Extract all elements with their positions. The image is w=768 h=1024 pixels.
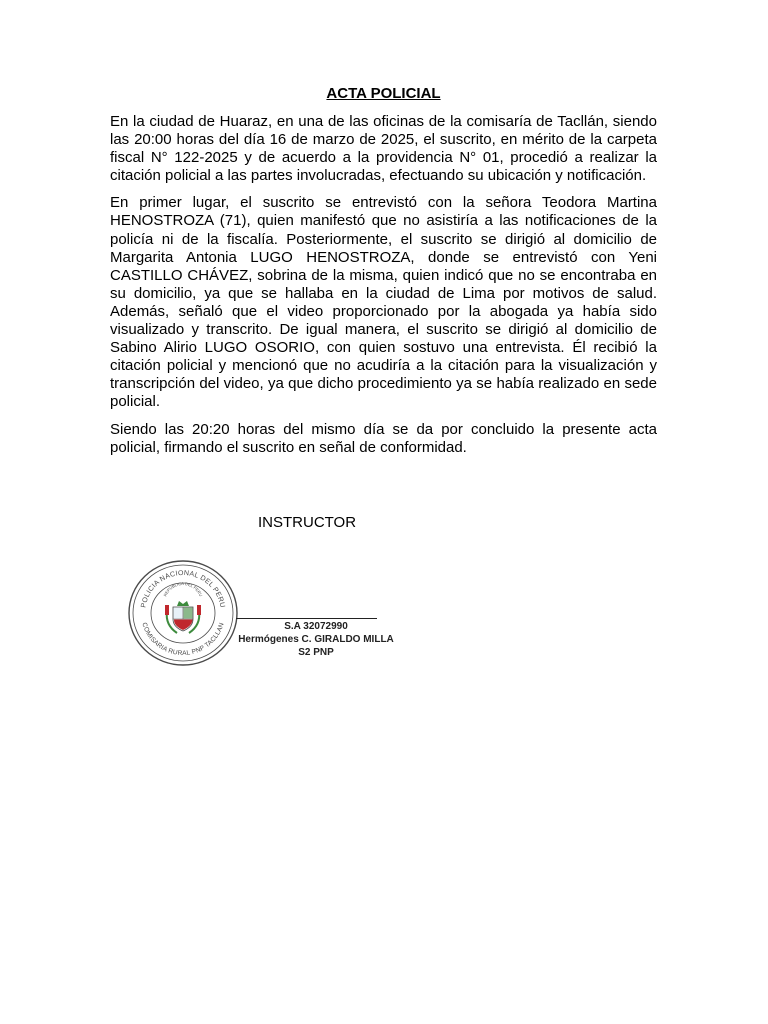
seal-inner-text: REPUBLICA DEL PERU [162, 580, 204, 598]
seal-bottom-text: COMISARIA RURAL PNP TACLLAN [140, 621, 226, 658]
paragraph-1: En la ciudad de Huaraz, en una de las oficinas de la comisaría de Tacllán, siendo las 20:00 horas del día 16 de marzo de 2025, el suscrito, en mérito de la carpeta fiscal N° 122-2025 y de acuerdo a la providencia N° 01, procedió a realizar la citación policial a las partes involucradas, efectuando su ubicación y notificación. [110, 113, 657, 185]
seal-top-text: POLICIA NACIONAL DEL PERU [140, 569, 226, 609]
paragraph-3: Siendo las 20:20 horas del mismo día se da por concluido la presente acta policial, firmando el suscrito en señal de conformidad. [110, 420, 657, 456]
instructor-label: INSTRUCTOR [258, 514, 357, 531]
police-seal-stamp [127, 559, 239, 667]
signature-line [236, 618, 377, 619]
signature-name: Hermógenes C. GIRALDO MILLA [238, 634, 394, 645]
coat-of-arms-icon [165, 601, 201, 633]
document-body [110, 113, 657, 466]
document-title: ACTA POLICIAL [326, 85, 441, 102]
signature-block [230, 620, 402, 659]
signature-id: S.A 32072990 [284, 621, 348, 632]
svg-text:REPUBLICA DEL PERU [162, 581, 203, 597]
signature-rank: S2 PNP [298, 647, 334, 658]
paragraph-2: En primer lugar, el suscrito se entrevistó con la señora Teodora Martina HENOSTROZA (71), quien manifestó que no asistiría a las notificaciones de la policía ni de la fiscalía. Posteriormente, el suscrito se dirigió al domicilio de Margarita Antonia LUGO HENOSTROZA, donde se entrevistó con Yeni CASTILLO CHÁVEZ, sobrina de la misma, quien indicó que no se encontraba en su domicilio, ya que se hallaba en la ciudad de Lima por motivos de salud. Además, señaló que el video proporcionado por la abogada ya había sido visualizado y transcrito. De igual manera, el suscrito se dirigió al domicilio de Sabino Alirio LUGO OSORIO, con quien sostuvo una entrevista. Él recibió la citación policial y mencionó que no acudiría a la citación para la visualización y transcripción del video, ya que dicho procedimiento ya se había realizado en sede policial. [110, 194, 657, 411]
